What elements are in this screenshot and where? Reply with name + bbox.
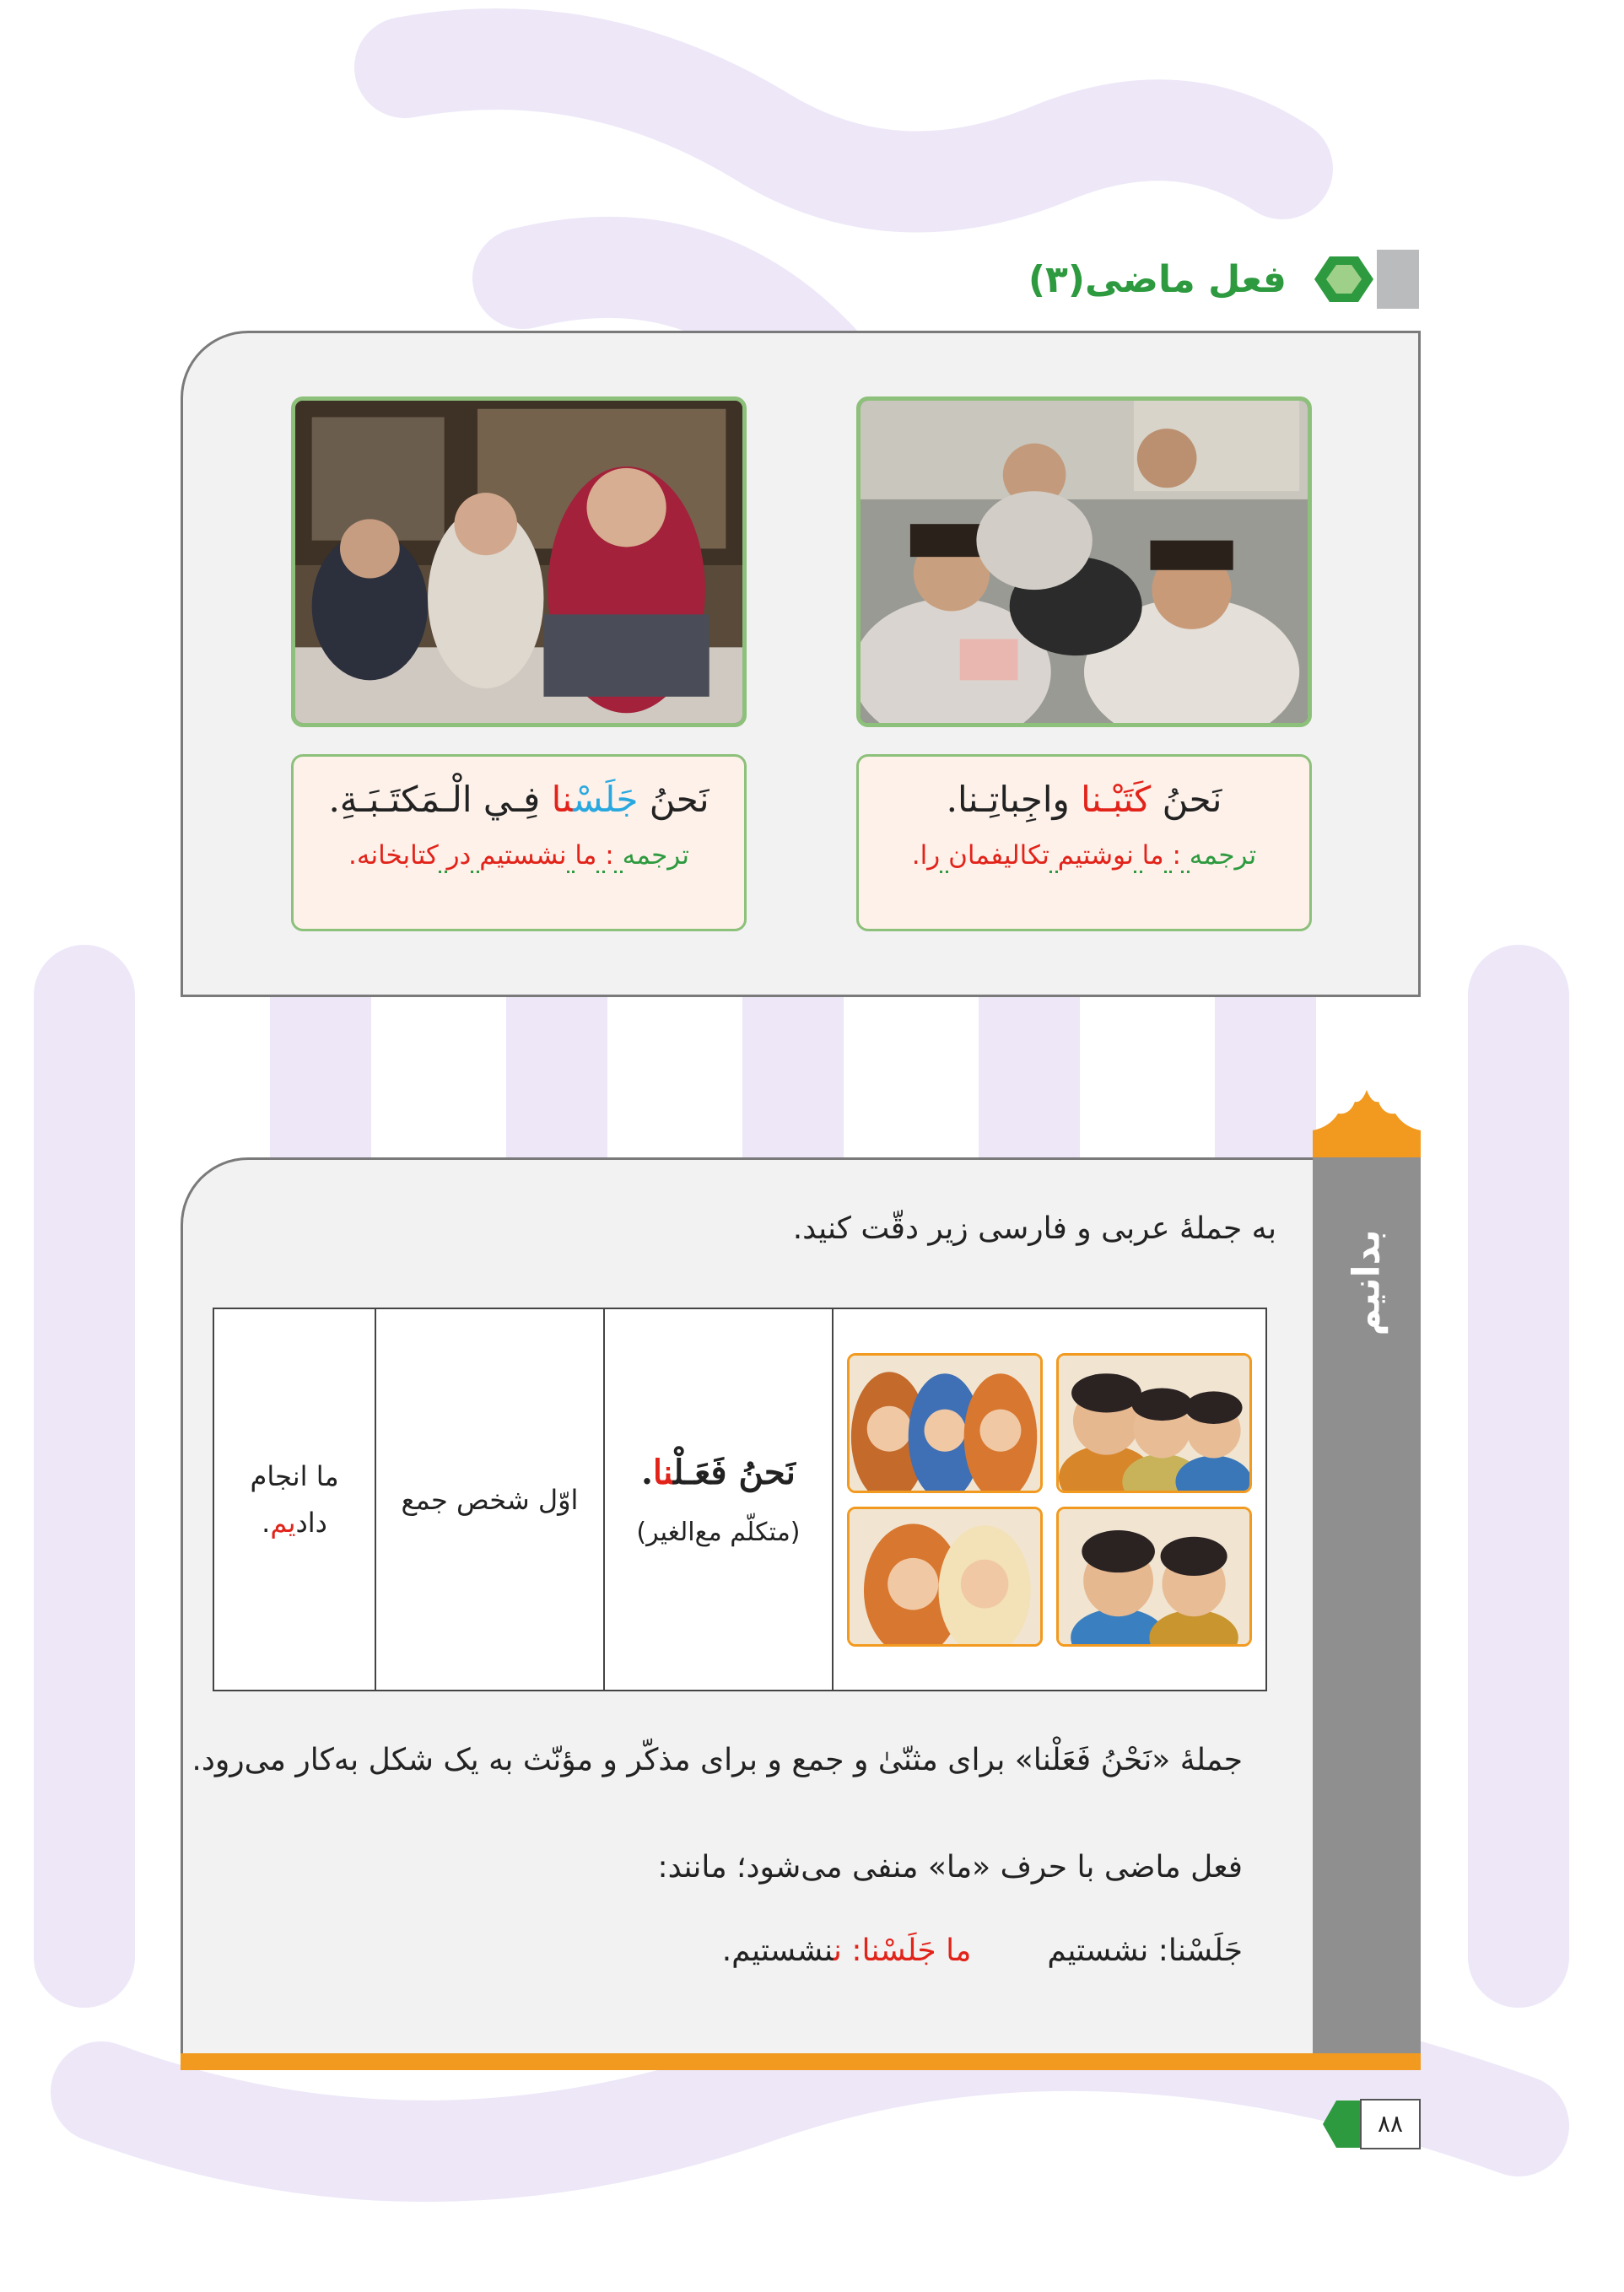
note-usage: جملهٔ «نَحْنُ فَعَلْنا» برای مثنّیٰ و جمع و برای مذکّر و مؤنّث به یک شکل به‌کار می‌رود. xyxy=(192,1743,1243,1777)
boys-three-image xyxy=(1056,1353,1252,1493)
girls-two-image xyxy=(847,1507,1043,1647)
boys-two-image xyxy=(1056,1507,1252,1647)
header-gray-block xyxy=(1377,250,1419,309)
conjugation-table xyxy=(213,1308,1267,1691)
photo-girls-library xyxy=(291,396,747,727)
caption-1-arabic: نَحنُ كَتَبْـنا واجِباتِـنا. xyxy=(946,779,1222,820)
footer-bar xyxy=(181,2053,1421,2070)
girls-three-image xyxy=(847,1353,1043,1493)
intro-text: به جملهٔ عربی و فارسی زیر دقّت کنید. xyxy=(792,1211,1276,1246)
caption-card-1 xyxy=(856,754,1312,931)
table-cell-pictures xyxy=(833,1308,1266,1691)
caption-2-translation: ترجمه : ما نشستیم در کتابخانه. xyxy=(294,840,744,871)
table-cell-arabic: نَحنُ فَعَـلْنا. (متکلّم مع‌الغیر) xyxy=(604,1308,833,1691)
photo-boys-classroom xyxy=(856,396,1312,727)
side-dome-icon xyxy=(1313,1090,1421,1157)
table-cell-person: اوّل شخص جمع xyxy=(375,1308,604,1691)
note-negation: فعل ماضی با حرف «ما» منفی می‌شود؛ مانند: xyxy=(657,1850,1243,1885)
example-line: جَلَسْنا: نشستیمما جَلَسْنا: ننشستیم. xyxy=(721,1933,1243,1968)
section-title: فعل ماضی(۳) xyxy=(1028,258,1287,301)
table-cell-meaning: ما انجام دادیم. xyxy=(213,1308,375,1691)
header-leaf-icon xyxy=(1314,253,1373,305)
caption-2-arabic: نَحنُ جَلَسْنا فِـي الْـمَكتَـبَـةِ. xyxy=(328,779,709,820)
side-label: بدانیم xyxy=(1345,1228,1389,1336)
page-number: ۸۸ xyxy=(1360,2099,1421,2149)
caption-1-translation: ترجمه : ما نوشتیم تکالیفمان را. xyxy=(859,840,1309,871)
caption-card-2 xyxy=(291,754,747,931)
